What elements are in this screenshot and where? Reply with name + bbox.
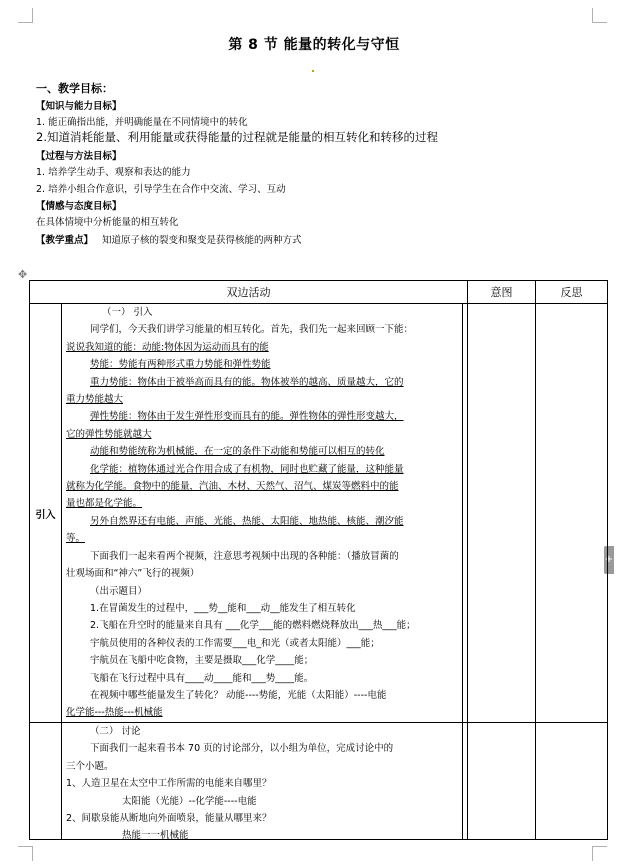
activity-line: 等。 [66, 533, 86, 545]
activity-line: 同学们，今天我们讲学习能量的相互转化。首先，我们先一起来回顾一下能： [90, 324, 414, 336]
attitude-item: 在具体情境中分析能量的相互转化 [36, 217, 179, 228]
activity-line: 在视频中哪些能量发生了转化？ 动能----势能，光能（太阳能）----电能 [90, 689, 387, 701]
key-text: 知道原子核的裂变和聚变是获得核能的两种方式 [102, 235, 302, 246]
activity-line: 它的弹性势能就越大 [66, 428, 152, 440]
row-label-intro: 引入 [30, 304, 62, 723]
activity-line: 三个小题。 [66, 760, 114, 772]
activity-line: 1、人造卫星在太空中工作所需的电能来自哪里？ [66, 778, 272, 790]
activity-line: （二） 讨论 [90, 726, 141, 737]
crop-mark-bottom-right [592, 846, 607, 861]
key-point [36, 232, 302, 246]
activity-line: （一） 引入 [102, 307, 153, 318]
activity-line: 宇航员使用的各种仪表的工作需要___电_和光（或者太阳能）___能； [90, 637, 380, 649]
activity-line: 飞船在飞行过程中具有____动____能和___势____能。 [90, 672, 314, 684]
activity-line: 动能和势能统称为机械能，在一定的条件下动能和势能可以相互的转化 [90, 446, 385, 458]
row-label-discussion [30, 723, 62, 840]
activity-line: 2、间歇泉能从断地向外面喷泉，能量从哪里来？ [66, 813, 272, 825]
activity-line: 另外自然界还有电能、声能、光能、热能、太阳能、地热能、核能、潮汐能 [90, 515, 404, 527]
activity-line: 弹性势能：物体由于发生弹性形变而具有的能。弹性物体的弹性形变越大， [90, 411, 404, 423]
side-expand-tab[interactable]: + [604, 546, 614, 574]
knowledge-item: 1. 能正确指出能，并明确能量在不同情境中的转化 [36, 117, 248, 128]
process-item: 2. 培养小组合作意识，引导学生在合作中交流、学习、互动 [36, 184, 286, 195]
page-title: 第 8 节 能量的转化与守恒 [228, 37, 400, 53]
intro-intent-cell [468, 304, 536, 723]
discussion-reflection-cell [536, 723, 608, 840]
discussion-intent-cell [468, 723, 536, 840]
activity-line: 太阳能（光能）--化学能----电能 [122, 795, 257, 807]
activity-line: 量也都是化学能。 [66, 498, 143, 510]
crop-mark-bottom-left [18, 846, 33, 861]
activity-line: 重力势能：物体由于被举高而具有的能。物体被举的越高、质量越大，它的 [90, 376, 404, 388]
activity-line: 下面我们一起来看两个视频，注意思考视频中出现的各种能：（播放冒菌的 [90, 550, 399, 562]
activity-line: 势能：势能有两种形式重力势能和弹性势能 [90, 359, 271, 371]
header-activities: 双边活动 [30, 281, 468, 304]
knowledge-item: 2.知道消耗能量、利用能量或获得能量的过程就是能量的相互转化和转移的过程 [36, 130, 438, 144]
activity-line: 化学能---热能---机械能 [66, 707, 163, 719]
table-move-handle-icon[interactable]: ✥ [18, 268, 28, 281]
key-heading: 【教学重点】 [36, 235, 94, 246]
activity-line: 化学能：植物体通过光合作用合成了有机物，同时也贮藏了能量，这种能量 [90, 463, 404, 475]
activity-line: （出示题目） [90, 585, 148, 597]
process-item: 1. 培养学生动手、观察和表达的能力 [36, 167, 191, 178]
activity-line: 1.在冒菌发生的过程中，___势__能和___动__能发生了相互转化 [90, 602, 356, 614]
intro-activity-cell [62, 304, 468, 723]
activity-line: 2.飞船在升空时的能量来自具有 ___化学___能的燃料燃烧释放出___热___能； [90, 620, 416, 632]
header-intent: 意图 [468, 281, 536, 304]
intro-reflection-cell [536, 304, 608, 723]
crop-mark-top-right [592, 8, 607, 23]
crop-mark-top-left [18, 8, 33, 23]
process-heading: 【过程与方法目标】 [36, 151, 122, 162]
activity-line: 热能一一机械能 [122, 830, 189, 842]
decorative-dot [312, 70, 314, 72]
activity-line: 壮观场面和“神六”飞行的视频） [66, 568, 200, 580]
activity-line: 宇航员在飞船中吃食物，主要是摄取___化学____能； [90, 655, 314, 667]
activity-line: 就称为化学能。食物中的能量，汽油、木材、天然气、沼气、煤炭等燃料中的能 [66, 481, 399, 493]
lesson-table [29, 280, 608, 840]
discussion-activity-cell [62, 723, 468, 840]
section-heading: 一、教学目标： [36, 82, 113, 95]
attitude-heading: 【情感与态度目标】 [36, 201, 122, 212]
knowledge-heading: 【知识与能力目标】 [36, 101, 122, 112]
activity-line: 说说我知道的能：动能:物体因为运动而具有的能 [66, 341, 269, 353]
activity-line: 下面我们一起来看书本 70 页的讨论部分，以小组为单位，完成讨论中的 [90, 743, 394, 755]
header-reflection: 反思 [536, 281, 608, 304]
activity-line: 重力势能越大 [66, 394, 124, 406]
